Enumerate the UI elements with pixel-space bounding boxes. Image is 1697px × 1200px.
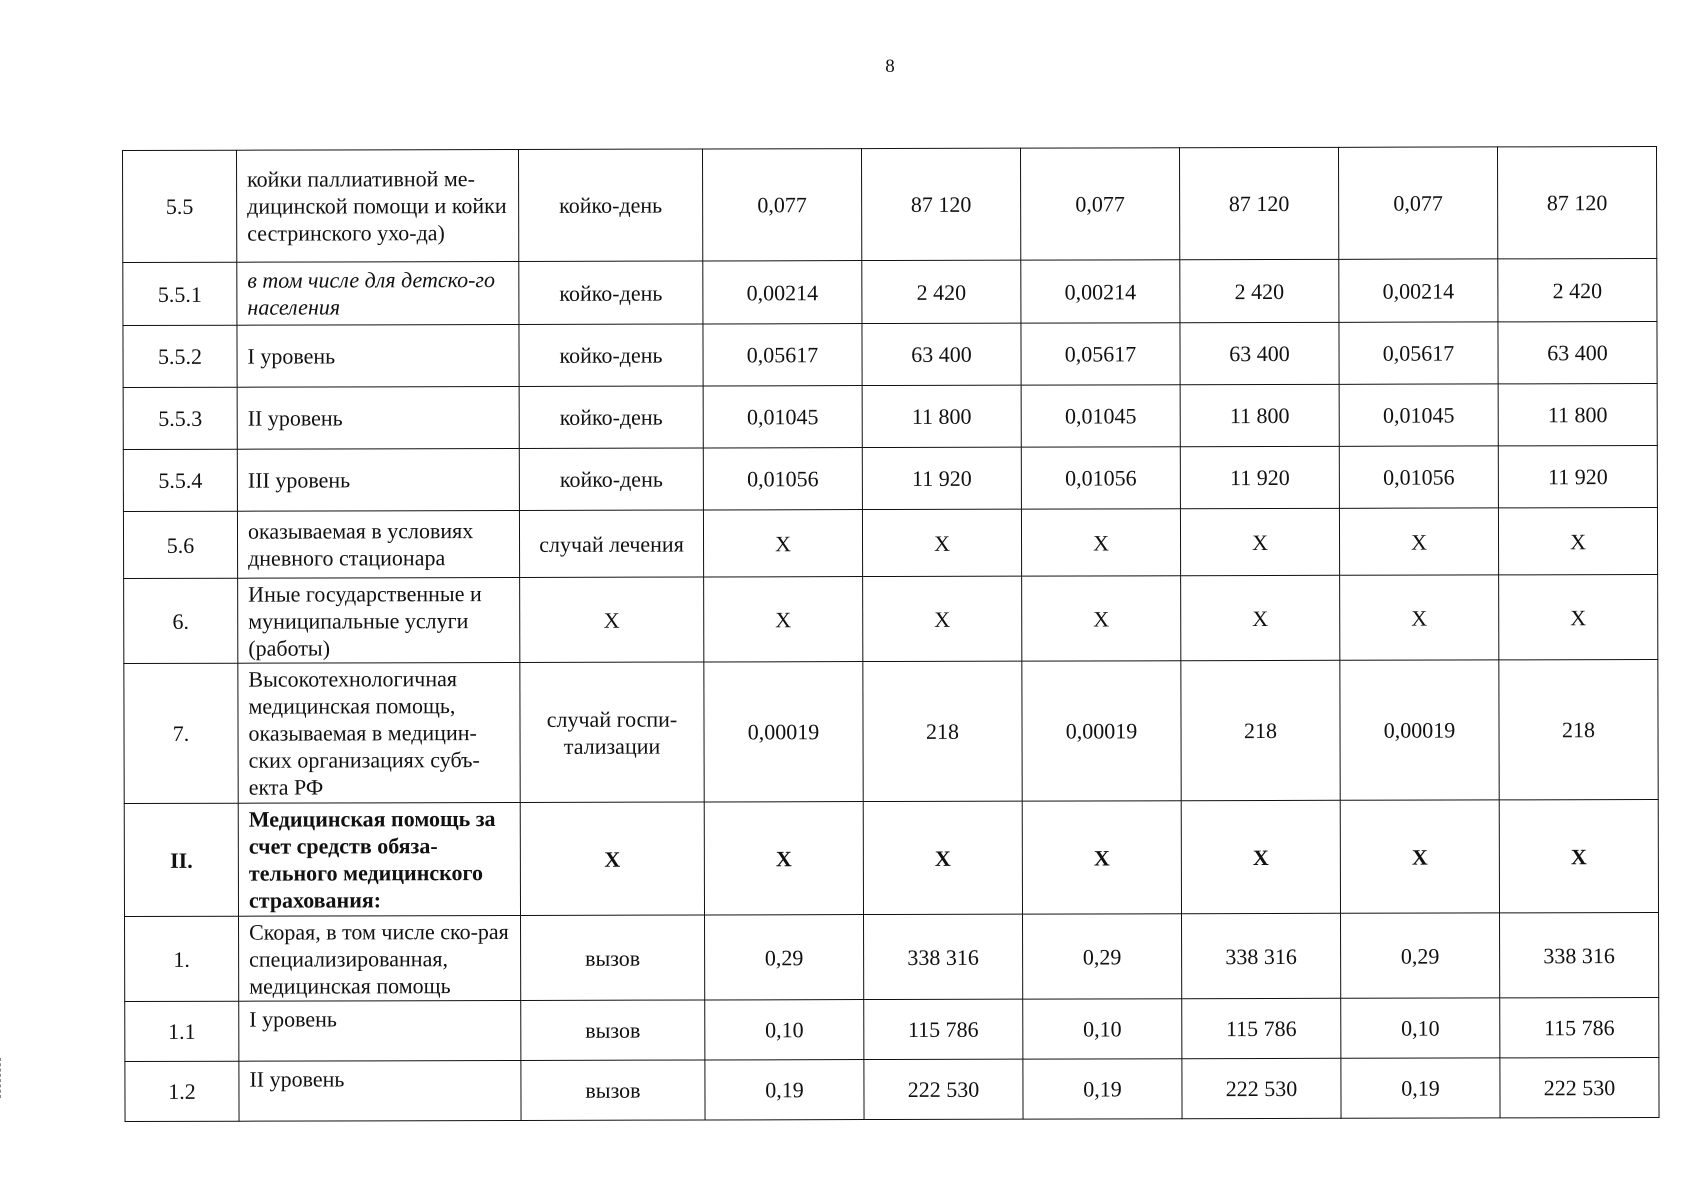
row-number: 7. <box>124 663 238 803</box>
table-row <box>125 912 1659 1001</box>
row-unit: койко-день <box>519 448 703 510</box>
cell-value: 0,01056 <box>703 448 862 510</box>
cell-value: 0,19 <box>1341 1058 1500 1118</box>
cell-value: 0,29 <box>1341 913 1500 998</box>
cell-value: 115 786 <box>864 999 1023 1059</box>
row-unit: койко-день <box>519 386 703 448</box>
cell-value: 218 <box>863 661 1022 801</box>
row-number: 5.5.4 <box>123 449 237 511</box>
row-number: 5.5 <box>123 150 237 262</box>
row-number: 6. <box>124 578 238 663</box>
table-row <box>123 146 1657 262</box>
cell-value: 63 400 <box>862 323 1021 385</box>
cell-value: 87 120 <box>1179 147 1338 259</box>
row-number: 1.1 <box>125 1001 239 1061</box>
row-name: койки паллиативной ме-дицинской помощи и койки сестринского ухо-да) <box>237 149 519 262</box>
table-row <box>125 1057 1659 1121</box>
cell-value: 0,05617 <box>703 324 862 386</box>
row-unit: случай госпи-тализации <box>520 662 704 802</box>
cell-value: X <box>1339 508 1498 575</box>
cell-value: 222 530 <box>864 1059 1023 1119</box>
cell-value: 0,01056 <box>1021 447 1180 509</box>
cell-value: 87 120 <box>861 148 1020 260</box>
cell-value: 0,29 <box>1023 914 1182 999</box>
table-row <box>124 574 1658 663</box>
row-name: Высокотехнологичная медицинская помощь, оказываемая в медицин-ских организациях субъ-екта РФ <box>238 662 520 803</box>
cell-value: 0,05617 <box>1339 322 1498 384</box>
table-row <box>123 321 1657 387</box>
table-row <box>123 445 1657 511</box>
cell-value: 338 316 <box>1500 912 1659 997</box>
cell-value: X <box>1340 800 1499 913</box>
cell-value: X <box>1499 799 1658 912</box>
cell-value: X <box>1022 576 1181 661</box>
row-number: 1.2 <box>125 1061 239 1121</box>
row-name: I уровень <box>237 324 519 387</box>
row-unit: койко-день <box>519 324 703 386</box>
cell-value: 0,10 <box>1341 998 1500 1058</box>
cell-value: 63 400 <box>1498 321 1657 383</box>
cell-value: 0,01045 <box>1021 385 1180 447</box>
table-body <box>123 146 1660 1121</box>
cell-value: 11 800 <box>1498 383 1657 445</box>
cell-value: 222 530 <box>1182 1058 1341 1118</box>
row-name: в том числе для детско-го населения <box>237 261 519 325</box>
row-name: III уровень <box>237 448 519 511</box>
cell-value: 0,19 <box>705 1060 864 1120</box>
page-number: 8 <box>885 56 895 77</box>
cell-value: 0,19 <box>1023 1059 1182 1119</box>
row-unit: койко-день <box>518 149 702 261</box>
row-number: 5.5.1 <box>123 262 237 325</box>
cell-value: 11 800 <box>862 385 1021 447</box>
row-unit: койко-день <box>519 261 703 324</box>
row-number: 5.5.2 <box>123 325 237 387</box>
cell-value: 0,29 <box>705 915 864 1000</box>
cell-value: X <box>704 577 863 662</box>
cell-value: 0,01045 <box>703 386 862 448</box>
cell-value: 115 786 <box>1500 997 1659 1057</box>
cell-value: 0,01056 <box>1339 446 1498 508</box>
cell-value: 0,00214 <box>1339 259 1498 322</box>
row-unit: вызов <box>521 1000 705 1060</box>
cell-value: 2 420 <box>1180 259 1339 322</box>
cell-value: 0,00019 <box>1340 660 1499 800</box>
cell-value: 115 786 <box>1182 998 1341 1058</box>
cell-value: 222 530 <box>1500 1057 1659 1117</box>
cell-value: 218 <box>1181 660 1340 800</box>
table-row <box>125 997 1659 1061</box>
cell-value: X <box>862 509 1021 576</box>
cell-value: X <box>1498 507 1657 574</box>
cell-value: 0,00019 <box>704 662 863 802</box>
cell-value: X <box>1340 575 1499 660</box>
row-number: II. <box>124 803 238 916</box>
row-unit: случай лечения <box>519 510 703 577</box>
row-unit: X <box>520 802 704 915</box>
cell-value: 0,10 <box>705 1000 864 1060</box>
cell-value: 218 <box>1499 659 1658 799</box>
cell-value: 87 120 <box>1497 146 1656 258</box>
cell-value: X <box>1022 801 1181 914</box>
row-name: Медицинская помощь за счет средств обяза-тельного медицинского страхования: <box>238 802 520 916</box>
row-unit: вызов <box>521 1060 705 1120</box>
row-name: I уровень <box>239 1000 521 1061</box>
cell-value: X <box>704 802 863 915</box>
table-row <box>123 383 1657 449</box>
row-name: Иные государственные и муниципальные услуги (работы) <box>238 577 520 663</box>
cell-value: 338 316 <box>864 914 1023 999</box>
table-row-section-header <box>124 799 1658 916</box>
row-name: II уровень <box>239 1060 521 1121</box>
cell-value: 338 316 <box>1182 913 1341 998</box>
row-name: Скорая, в том числе ско-рая специализированная, медицинская помощь <box>239 915 521 1001</box>
cell-value: X <box>1180 508 1339 575</box>
table-row <box>123 258 1657 325</box>
cell-value: 2 420 <box>1498 258 1657 321</box>
medical-care-volume-table <box>122 146 1660 1122</box>
row-name: II уровень <box>237 386 519 449</box>
row-unit: X <box>520 577 704 662</box>
row-number: 1. <box>125 916 239 1001</box>
cell-value: 11 920 <box>1180 446 1339 508</box>
cell-value: 0,077 <box>1338 147 1497 259</box>
cell-value: 0,077 <box>702 149 861 261</box>
cell-value: 0,00214 <box>1021 260 1180 323</box>
table-row <box>124 659 1658 803</box>
table-row <box>123 507 1657 578</box>
scan-margin-marks <box>0 1058 9 1098</box>
cell-value: X <box>1181 575 1340 660</box>
cell-value: 0,05617 <box>1021 323 1180 385</box>
cell-value: 0,00214 <box>703 261 862 324</box>
cell-value: 11 800 <box>1180 384 1339 446</box>
cell-value: X <box>863 801 1022 914</box>
row-number: 5.5.3 <box>123 387 237 449</box>
cell-value: 11 920 <box>1498 445 1657 507</box>
row-name: оказываемая в условиях дневного стационара <box>237 510 519 578</box>
cell-value: X <box>703 510 862 577</box>
cell-value: X <box>1021 509 1180 576</box>
cell-value: X <box>1499 574 1658 659</box>
cell-value: 0,01045 <box>1339 384 1498 446</box>
cell-value: 0,10 <box>1023 999 1182 1059</box>
cell-value: X <box>1181 800 1340 913</box>
cell-value: 0,077 <box>1020 148 1179 260</box>
row-unit: вызов <box>521 915 705 1000</box>
cell-value: X <box>863 576 1022 661</box>
cell-value: 2 420 <box>862 260 1021 323</box>
cell-value: 0,00019 <box>1022 661 1181 801</box>
row-number: 5.6 <box>123 511 237 578</box>
cell-value: 11 920 <box>862 447 1021 509</box>
cell-value: 63 400 <box>1180 322 1339 384</box>
